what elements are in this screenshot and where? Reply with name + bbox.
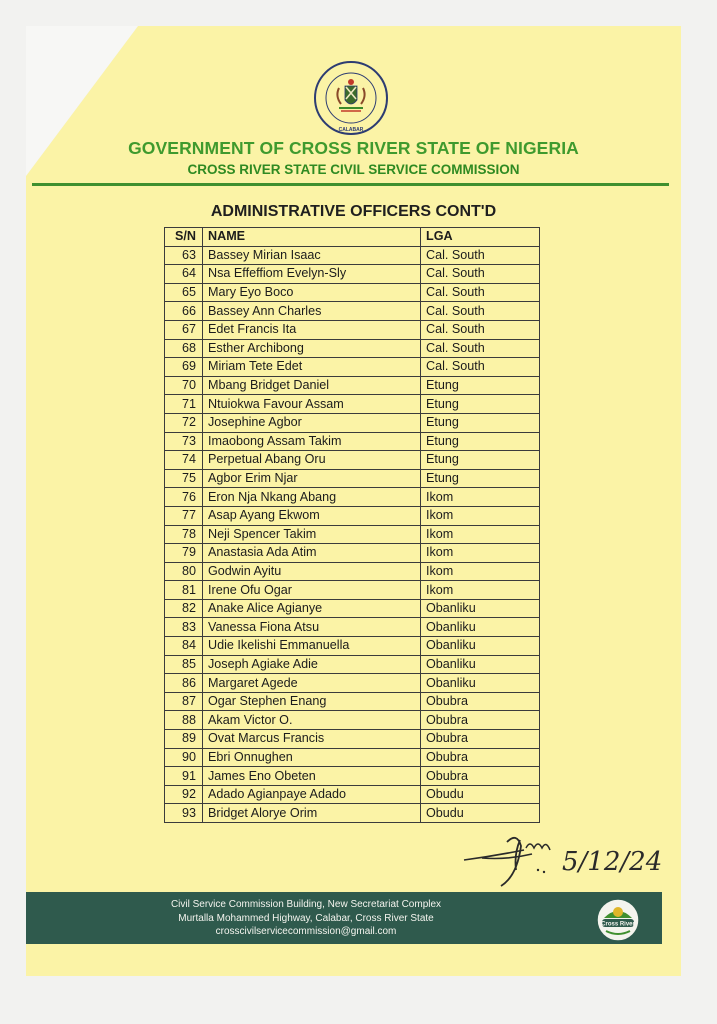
table-row bbox=[165, 562, 540, 581]
cell-lga: Obanliku bbox=[421, 674, 540, 693]
cell-lga: Obubra bbox=[421, 711, 540, 730]
cell-lga: Obudu bbox=[421, 785, 540, 804]
table-row bbox=[165, 339, 540, 358]
cell-sn: 71 bbox=[165, 395, 203, 414]
cell-sn: 68 bbox=[165, 339, 203, 358]
table-row bbox=[165, 246, 540, 265]
cell-sn: 91 bbox=[165, 767, 203, 786]
cell-name: Mbang Bridget Daniel bbox=[203, 376, 421, 395]
table-row bbox=[165, 283, 540, 302]
cell-name: Agbor Erim Njar bbox=[203, 469, 421, 488]
cell-lga: Obubra bbox=[421, 692, 540, 711]
handwritten-signature-icon bbox=[462, 828, 662, 890]
table-row bbox=[165, 376, 540, 395]
cell-name: Esther Archibong bbox=[203, 339, 421, 358]
government-title: GOVERNMENT OF CROSS RIVER STATE OF NIGERIA bbox=[128, 138, 579, 158]
cell-lga: Cal. South bbox=[421, 246, 540, 265]
table-row bbox=[165, 730, 540, 749]
cell-lga: Obanliku bbox=[421, 599, 540, 618]
cell-sn: 63 bbox=[165, 246, 203, 265]
cell-lga: Ikom bbox=[421, 581, 540, 600]
cell-sn: 89 bbox=[165, 730, 203, 749]
footer-email: crosscivilservicecommission@gmail.com bbox=[215, 926, 397, 937]
cell-sn: 75 bbox=[165, 469, 203, 488]
section-title: ADMINISTRATIVE OFFICERS CONT'D bbox=[210, 203, 497, 220]
table-row bbox=[165, 265, 540, 284]
table-row bbox=[165, 804, 540, 823]
cell-name: Neji Spencer Takim bbox=[203, 525, 421, 544]
cell-name: Miriam Tete Edet bbox=[203, 358, 421, 377]
cell-lga: Cal. South bbox=[421, 283, 540, 302]
cell-name: Bassey Ann Charles bbox=[203, 302, 421, 321]
cell-name: Ebri Onnughen bbox=[203, 748, 421, 767]
cell-sn: 76 bbox=[165, 488, 203, 507]
cell-name: Bassey Mirian Isaac bbox=[203, 246, 421, 265]
cell-name: Ntuiokwa Favour Assam bbox=[203, 395, 421, 414]
cell-name: Edet Francis Ita bbox=[203, 320, 421, 339]
cell-sn: 74 bbox=[165, 451, 203, 470]
table-row bbox=[165, 581, 540, 600]
footer-address-line2: Murtalla Mohammed Highway, Calabar, Cross River State bbox=[178, 912, 434, 924]
cell-lga: Ikom bbox=[421, 506, 540, 525]
header-divider bbox=[32, 183, 669, 186]
cell-name: Josephine Agbor bbox=[203, 413, 421, 432]
table-row bbox=[165, 711, 540, 730]
cell-lga: Cal. South bbox=[421, 320, 540, 339]
cell-lga: Cal. South bbox=[421, 358, 540, 377]
cell-sn: 65 bbox=[165, 283, 203, 302]
logo-text: Cross River bbox=[601, 921, 635, 928]
cell-sn: 73 bbox=[165, 432, 203, 451]
cell-lga: Cal. South bbox=[421, 265, 540, 284]
table-row bbox=[165, 544, 540, 563]
cell-sn: 85 bbox=[165, 655, 203, 674]
table-row bbox=[165, 506, 540, 525]
cell-name: Margaret Agede bbox=[203, 674, 421, 693]
cell-sn: 84 bbox=[165, 637, 203, 656]
cell-lga: Etung bbox=[421, 413, 540, 432]
header-sn: S/N bbox=[165, 228, 203, 247]
cell-name: Udie Ikelishi Emmanuella bbox=[203, 637, 421, 656]
cell-lga: Obubra bbox=[421, 730, 540, 749]
cell-name: James Eno Obeten bbox=[203, 767, 421, 786]
table-row bbox=[165, 451, 540, 470]
cell-name: Nsa Effeffiom Evelyn-Sly bbox=[203, 265, 421, 284]
table-row bbox=[165, 469, 540, 488]
cell-name: Akam Victor O. bbox=[203, 711, 421, 730]
cell-lga: Obudu bbox=[421, 804, 540, 823]
cell-lga: Etung bbox=[421, 451, 540, 470]
cell-name: Adado Agianpaye Adado bbox=[203, 785, 421, 804]
cell-name: Godwin Ayitu bbox=[203, 562, 421, 581]
cell-sn: 69 bbox=[165, 358, 203, 377]
table-row bbox=[165, 395, 540, 414]
cell-name: Eron Nja Nkang Abang bbox=[203, 488, 421, 507]
cell-lga: Obanliku bbox=[421, 655, 540, 674]
table-row bbox=[165, 302, 540, 321]
table-header-row bbox=[165, 228, 540, 247]
footer-address bbox=[26, 898, 586, 939]
table-row bbox=[165, 655, 540, 674]
cell-sn: 87 bbox=[165, 692, 203, 711]
table-row bbox=[165, 320, 540, 339]
cell-name: Anastasia Ada Atim bbox=[203, 544, 421, 563]
officers-table bbox=[164, 227, 540, 823]
cell-name: Irene Ofu Ogar bbox=[203, 581, 421, 600]
cell-sn: 92 bbox=[165, 785, 203, 804]
cell-name: Joseph Agiake Adie bbox=[203, 655, 421, 674]
cell-lga: Cal. South bbox=[421, 302, 540, 321]
table-row bbox=[165, 767, 540, 786]
cell-sn: 83 bbox=[165, 618, 203, 637]
cell-sn: 67 bbox=[165, 320, 203, 339]
cell-sn: 72 bbox=[165, 413, 203, 432]
cell-lga: Cal. South bbox=[421, 339, 540, 358]
cell-name: Bridget Alorye Orim bbox=[203, 804, 421, 823]
cell-sn: 93 bbox=[165, 804, 203, 823]
table-row bbox=[165, 599, 540, 618]
cell-lga: Etung bbox=[421, 395, 540, 414]
cell-sn: 79 bbox=[165, 544, 203, 563]
cell-sn: 80 bbox=[165, 562, 203, 581]
cell-name: Asap Ayang Ekwom bbox=[203, 506, 421, 525]
cell-lga: Etung bbox=[421, 469, 540, 488]
cell-lga: Obubra bbox=[421, 767, 540, 786]
table-row bbox=[165, 358, 540, 377]
cell-sn: 66 bbox=[165, 302, 203, 321]
cell-sn: 88 bbox=[165, 711, 203, 730]
cell-sn: 82 bbox=[165, 599, 203, 618]
cell-sn: 70 bbox=[165, 376, 203, 395]
cell-sn: 81 bbox=[165, 581, 203, 600]
header-name: NAME bbox=[203, 228, 421, 247]
cell-lga: Ikom bbox=[421, 525, 540, 544]
cell-lga: Etung bbox=[421, 376, 540, 395]
table-row bbox=[165, 488, 540, 507]
table-row bbox=[165, 413, 540, 432]
cell-sn: 64 bbox=[165, 265, 203, 284]
cell-lga: Ikom bbox=[421, 544, 540, 563]
table-row bbox=[165, 692, 540, 711]
cell-name: Ovat Marcus Francis bbox=[203, 730, 421, 749]
cell-lga: Ikom bbox=[421, 562, 540, 581]
table-row bbox=[165, 618, 540, 637]
cell-sn: 78 bbox=[165, 525, 203, 544]
table-row bbox=[165, 748, 540, 767]
table-row bbox=[165, 637, 540, 656]
cell-name: Anake Alice Agianye bbox=[203, 599, 421, 618]
cell-lga: Etung bbox=[421, 432, 540, 451]
header-lga: LGA bbox=[421, 228, 540, 247]
coat-of-arms-seal-icon bbox=[313, 60, 389, 136]
footer-address-line1: Civil Service Commission Building, New Secretariat Complex bbox=[170, 899, 442, 910]
cell-name: Mary Eyo Boco bbox=[203, 283, 421, 302]
cell-name: Vanessa Fiona Atsu bbox=[203, 618, 421, 637]
commission-subtitle: CROSS RIVER STATE CIVIL SERVICE COMMISSION bbox=[187, 162, 520, 177]
cross-river-logo-icon bbox=[596, 898, 640, 942]
table-row bbox=[165, 432, 540, 451]
cell-name: Perpetual Abang Oru bbox=[203, 451, 421, 470]
cell-lga: Obubra bbox=[421, 748, 540, 767]
cell-name: Imaobong Assam Takim bbox=[203, 432, 421, 451]
table-row bbox=[165, 674, 540, 693]
cell-lga: Ikom bbox=[421, 488, 540, 507]
cell-name: Ogar Stephen Enang bbox=[203, 692, 421, 711]
cell-sn: 90 bbox=[165, 748, 203, 767]
table-row bbox=[165, 525, 540, 544]
cell-lga: Obanliku bbox=[421, 637, 540, 656]
signature-date: 5/12/24 bbox=[562, 847, 662, 877]
seal-text-bottom: CALABAR bbox=[338, 127, 364, 133]
cell-sn: 86 bbox=[165, 674, 203, 693]
table-row bbox=[165, 785, 540, 804]
cell-lga: Obanliku bbox=[421, 618, 540, 637]
cell-sn: 77 bbox=[165, 506, 203, 525]
